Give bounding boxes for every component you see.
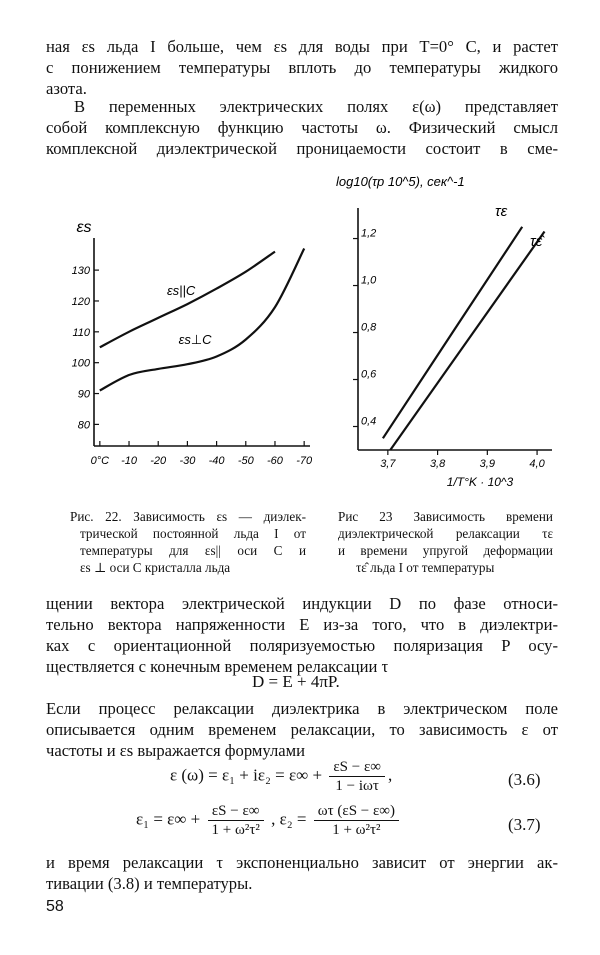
x-tick-label: 3,8 <box>429 458 446 470</box>
text-line: В переменных электрических полях ε(ω) представляет <box>74 97 558 116</box>
caption-line: εs ⊥ оси C кристалла льда <box>80 560 231 575</box>
series-label: εs⊥C <box>178 332 212 348</box>
text-line: ная εs льда I больше, чем εs для воды при T=0° C, и растет <box>46 37 558 56</box>
text-line: комплексной диэлектрической проницаемости состоит в сме- <box>46 139 558 158</box>
x-tick-label: -70 <box>296 455 313 467</box>
caption-line: τε̂ льда I от температуры <box>356 560 495 575</box>
top-paragraph <box>46 36 558 99</box>
figure-22-caption <box>70 508 306 576</box>
x-tick-label: -60 <box>267 455 283 467</box>
text-line: описывается одним временем релаксации, то зависимость ε от <box>46 720 558 739</box>
y-tick-label: 0,4 <box>361 415 377 428</box>
eq37-fraction-1 <box>208 802 264 839</box>
eq37-numerator-2: ωτ (εS − ε∞) <box>314 802 399 821</box>
x-tick-label: 4,0 <box>529 458 545 470</box>
final-paragraph <box>46 852 558 894</box>
y-tick-label: 110 <box>72 326 90 339</box>
series-label: τε̂ <box>530 233 543 250</box>
text-line: с понижением температуры вплоть до температуры жидкого <box>46 58 558 77</box>
x-tick-label: -50 <box>237 455 254 467</box>
eq36-tail: , <box>387 765 393 785</box>
x-axis-label: 1/T°K · 10^3 <box>446 475 514 489</box>
text-line: и время релаксации τ экспоненциально зависит от энергии ак- <box>46 853 558 872</box>
equation-3-7-number: (3.7) <box>508 815 541 834</box>
text-line: частоты и εs выражается формулами <box>46 741 305 760</box>
series-label: εs||C <box>166 282 196 298</box>
y-tick-label: 1,0 <box>361 274 377 287</box>
formula-displacement: D = E + 4πP. <box>252 672 340 691</box>
caption-line: Рис 23 Зависимость времени <box>338 509 553 524</box>
text-line: собой комплексную функцию частоты ω. Физический смысл <box>46 118 558 137</box>
y-tick-label: 0,6 <box>361 368 377 381</box>
figure-23-caption <box>338 508 553 576</box>
caption-line: диэлектрической релаксации τε <box>338 526 553 541</box>
eq37-numerator-1: εS − ε∞ <box>208 802 264 821</box>
eq37-lhs: ε₁ = ε∞ + <box>136 809 201 829</box>
caption-line: Рис. 22. Зависимость εs — диэлек- <box>70 509 306 524</box>
equation-3-7 <box>136 802 402 839</box>
x-tick-label: -30 <box>179 455 196 467</box>
caption-line: трической постоянной льда I от <box>80 526 306 541</box>
y-axis-label: log10(τp 10^5), сек^-1 <box>336 174 465 189</box>
text-line: азота. <box>46 79 87 98</box>
x-tick-label: -10 <box>121 455 137 467</box>
caption-line: и времени упругой деформации <box>338 543 553 558</box>
equation-3-6 <box>170 758 392 795</box>
y-tick-label: 1,2 <box>361 227 377 240</box>
eq37-denominator-2: 1 + ω²τ² <box>332 822 381 838</box>
eq36-fraction <box>329 758 385 795</box>
series-line-2 <box>100 249 304 391</box>
text-line: тивации (3.8) и температуры. <box>46 874 253 893</box>
y-tick-label: 100 <box>71 357 90 370</box>
text-line: тельно вектора напряженности E из-за того, что в диэлектри- <box>46 615 558 634</box>
eq36-numerator: εS − ε∞ <box>329 758 385 777</box>
y-tick-label: 90 <box>77 388 90 401</box>
y-tick-label: 0,8 <box>361 321 377 334</box>
text-line: Если процесс релаксации диэлектрика в электрическом поле <box>46 699 558 718</box>
x-tick-label: -20 <box>150 455 167 467</box>
equation-3-6-number: (3.6) <box>508 770 541 789</box>
eq36-denominator: 1 − iωτ <box>335 778 379 794</box>
figure-22-chart <box>60 208 320 480</box>
eq37-fraction-2 <box>314 802 399 839</box>
text-line: ках с ориентационной поляризуемостью поляризация P осу- <box>46 636 558 655</box>
eq36-lhs: ε (ω) = ε₁ + iε₂ = ε∞ + <box>170 765 323 785</box>
x-tick-label: 3,9 <box>479 458 495 470</box>
x-tick-label: 3,7 <box>380 458 396 470</box>
relaxation-paragraph <box>46 698 558 761</box>
eq37-denominator-1: 1 + ω²τ² <box>211 822 260 838</box>
induction-paragraph <box>46 593 558 677</box>
second-paragraph <box>46 96 558 159</box>
y-axis-label: εs <box>76 219 92 236</box>
y-tick-label: 130 <box>71 265 90 278</box>
eq37-mid: , ε₂ = <box>271 809 307 829</box>
caption-line: температуры для εs|| оси C и <box>80 543 306 558</box>
y-tick-label: 80 <box>77 419 90 432</box>
figure-23-chart <box>330 168 570 498</box>
series-label: τε <box>495 203 508 220</box>
y-tick-label: 120 <box>71 295 90 308</box>
page-number: 58 <box>46 898 64 915</box>
text-line: ществляется с конечным временем релаксации τ <box>46 657 389 676</box>
x-tick-label: 0°C <box>90 455 110 467</box>
series-line-1 <box>383 227 522 438</box>
x-tick-label: -40 <box>208 455 225 467</box>
text-line: щении вектора электрической индукции D по фазе относи- <box>46 594 558 613</box>
series-line-2 <box>390 232 544 451</box>
